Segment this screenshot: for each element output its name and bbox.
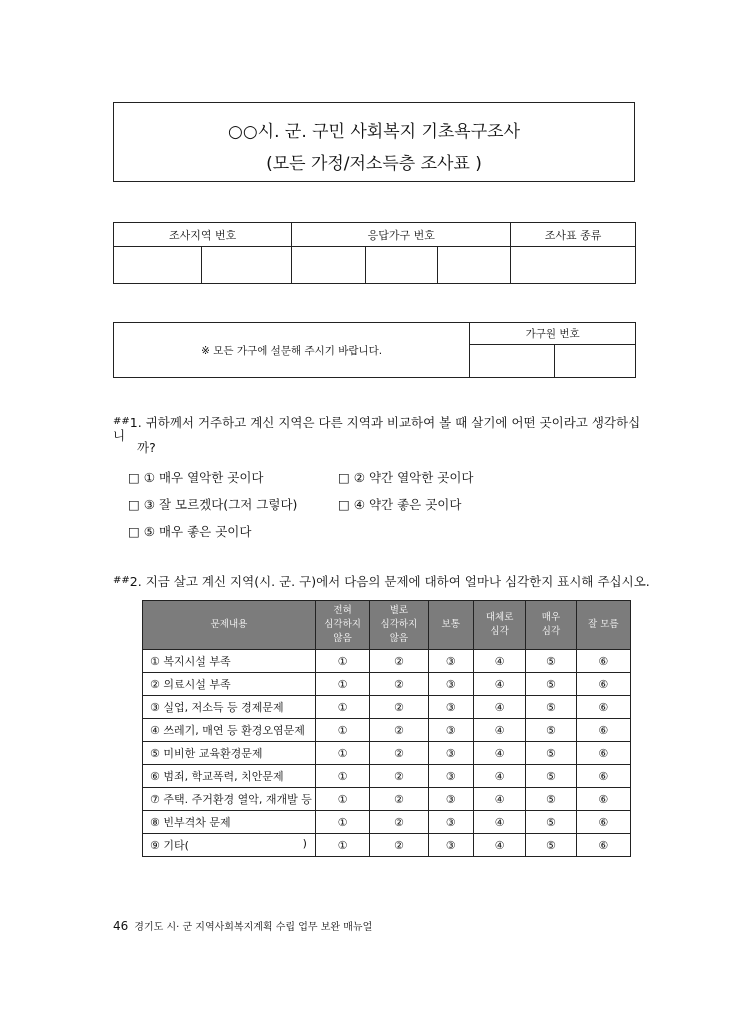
rating-option[interactable]: ⑥	[576, 765, 630, 788]
survey-type-cell[interactable]	[511, 247, 636, 284]
rating-option[interactable]: ①	[315, 673, 369, 696]
rating-option[interactable]: ⑥	[576, 834, 630, 857]
table-row	[143, 742, 631, 765]
rating-option[interactable]: ④	[473, 696, 525, 719]
rating-option[interactable]: ②	[370, 673, 428, 696]
survey-subtitle: (모든 가정/저소득층 조사표 )	[266, 154, 482, 174]
scale-header-4: 대체로 심각	[473, 601, 525, 650]
rating-option[interactable]: ⑥	[576, 788, 630, 811]
rating-option[interactable]: ①	[315, 788, 369, 811]
household-number-header: 응답가구 번호	[292, 223, 511, 247]
rating-option[interactable]: ⑥	[576, 673, 630, 696]
content-header: 문제내용	[143, 601, 316, 650]
household-number-cell[interactable]	[365, 247, 437, 284]
q1-option-1[interactable]: □ ① 매우 열악한 곳이다	[128, 470, 264, 485]
scale-header-3: 보통	[428, 601, 473, 650]
q1-option-2[interactable]: □ ② 약간 열악한 곳이다	[338, 470, 474, 485]
survey-title: ○○시. 군. 구민 사회복지 기초욕구조사	[228, 122, 520, 142]
rating-option[interactable]: ②	[370, 765, 428, 788]
id-number-table	[113, 222, 636, 284]
problem-item: ⑨ 기타( )	[143, 834, 316, 857]
question-marker: ##	[113, 416, 130, 427]
table-row	[143, 696, 631, 719]
household-number-cell[interactable]	[292, 247, 365, 284]
rating-option[interactable]: ⑤	[526, 696, 576, 719]
problem-item: ① 복지시설 부족	[143, 650, 316, 673]
problem-item: ⑧ 빈부격차 문제	[143, 811, 316, 834]
rating-option[interactable]: ①	[315, 765, 369, 788]
scale-header-5: 매우 심각	[526, 601, 576, 650]
table-row	[143, 765, 631, 788]
rating-option[interactable]: ③	[428, 788, 473, 811]
rating-option[interactable]: ⑤	[526, 765, 576, 788]
rating-option[interactable]: ④	[473, 788, 525, 811]
table-row	[143, 650, 631, 673]
region-number-cell[interactable]	[202, 247, 292, 284]
problem-item: ⑦ 주택. 주거환경 열악, 재개발 등	[143, 788, 316, 811]
severity-rating-table	[142, 600, 631, 857]
region-number-header: 조사지역 번호	[114, 223, 292, 247]
survey-type-header: 조사표 종류	[511, 223, 636, 247]
rating-option[interactable]: ①	[315, 742, 369, 765]
rating-option[interactable]: ③	[428, 742, 473, 765]
rating-option[interactable]: ②	[370, 719, 428, 742]
question-1-continued: 까?	[137, 440, 156, 455]
rating-option[interactable]: ③	[428, 673, 473, 696]
rating-option[interactable]: ②	[370, 834, 428, 857]
problem-item: ② 의료시설 부족	[143, 673, 316, 696]
problem-item: ⑥ 범죄, 학교폭력, 치안문제	[143, 765, 316, 788]
rating-option[interactable]: ①	[315, 696, 369, 719]
q1-option-5[interactable]: □ ⑤ 매우 좋은 곳이다	[128, 524, 252, 539]
table-row	[143, 719, 631, 742]
rating-option[interactable]: ④	[473, 811, 525, 834]
notice-text: ※ 모든 가구에 설문해 주시기 바랍니다.	[114, 323, 470, 378]
question-text: 지금 살고 계신 지역(시. 군. 구)에서 다음의 문제에 대하여 얼마나 심각한지 표시해 주십시오.	[145, 574, 650, 589]
table-row	[143, 834, 631, 857]
rating-option[interactable]: ③	[428, 834, 473, 857]
page-footer	[113, 918, 372, 933]
rating-option[interactable]: ⑥	[576, 811, 630, 834]
rating-option[interactable]: ④	[473, 742, 525, 765]
rating-option[interactable]: ③	[428, 719, 473, 742]
problem-item: ⑤ 미비한 교육환경문제	[143, 742, 316, 765]
rating-option[interactable]: ②	[370, 696, 428, 719]
rating-option[interactable]: ②	[370, 650, 428, 673]
rating-option[interactable]: ⑥	[576, 742, 630, 765]
rating-option[interactable]: ⑤	[526, 673, 576, 696]
rating-option[interactable]: ⑤	[526, 742, 576, 765]
question-number: 1.	[129, 415, 142, 430]
rating-option[interactable]: ②	[370, 788, 428, 811]
scale-header-6: 잘 모름	[576, 601, 630, 650]
scale-header-2: 별로 심각하지 않음	[370, 601, 428, 650]
problem-item: ③ 실업, 저소득 등 경제문제	[143, 696, 316, 719]
rating-option[interactable]: ④	[473, 834, 525, 857]
member-number-cell[interactable]	[555, 345, 636, 378]
table-row	[143, 811, 631, 834]
rating-option[interactable]: ⑤	[526, 788, 576, 811]
rating-option[interactable]: ④	[473, 719, 525, 742]
rating-option[interactable]: ①	[315, 811, 369, 834]
table-row	[143, 673, 631, 696]
member-number-cell[interactable]	[470, 345, 555, 378]
household-number-cell[interactable]	[437, 247, 510, 284]
rating-option[interactable]: ④	[473, 673, 525, 696]
rating-option[interactable]: ⑤	[526, 834, 576, 857]
rating-option[interactable]: ⑥	[576, 696, 630, 719]
rating-option[interactable]: ③	[428, 650, 473, 673]
notice-table	[113, 322, 636, 378]
q1-option-4[interactable]: □ ④ 약간 좋은 곳이다	[338, 497, 462, 512]
rating-option[interactable]: ⑥	[576, 650, 630, 673]
question-marker: ##	[113, 575, 130, 586]
rating-option[interactable]: ②	[370, 742, 428, 765]
problem-item: ④ 쓰레기, 매연 등 환경오염문제	[143, 719, 316, 742]
rating-option[interactable]: ①	[315, 834, 369, 857]
rating-option[interactable]: ④	[473, 765, 525, 788]
rating-option[interactable]: ⑥	[576, 719, 630, 742]
table-row	[143, 788, 631, 811]
member-number-header: 가구원 번호	[470, 323, 636, 345]
rating-option[interactable]: ①	[315, 719, 369, 742]
question-text: 귀하께서 거주하고 계신 지역은 다른 지역과 비교하여 볼 때 살기에 어떤 곳이라고 생각하십니	[113, 415, 641, 443]
survey-title-box	[113, 102, 635, 182]
scale-header-1: 전혀 심각하지 않음	[315, 601, 369, 650]
q1-option-3[interactable]: □ ③ 잘 모르겠다(그저 그렇다)	[128, 497, 298, 512]
question-1	[113, 417, 643, 442]
footer-text: 경기도 시· 군 지역사회복지계획 수립 업무 보완 매뉴얼	[134, 922, 373, 933]
rating-option[interactable]: ②	[370, 811, 428, 834]
rating-option[interactable]: ⑤	[526, 811, 576, 834]
question-number: 2.	[129, 574, 142, 589]
rating-option[interactable]: ④	[473, 650, 525, 673]
rating-option[interactable]: ③	[428, 696, 473, 719]
region-number-cell[interactable]	[114, 247, 202, 284]
rating-option[interactable]: ③	[428, 811, 473, 834]
rating-option[interactable]: ①	[315, 650, 369, 673]
rating-option[interactable]: ③	[428, 765, 473, 788]
rating-option[interactable]: ⑤	[526, 650, 576, 673]
rating-option[interactable]: ⑤	[526, 719, 576, 742]
question-2	[113, 576, 653, 589]
page-number: 46	[113, 919, 129, 933]
